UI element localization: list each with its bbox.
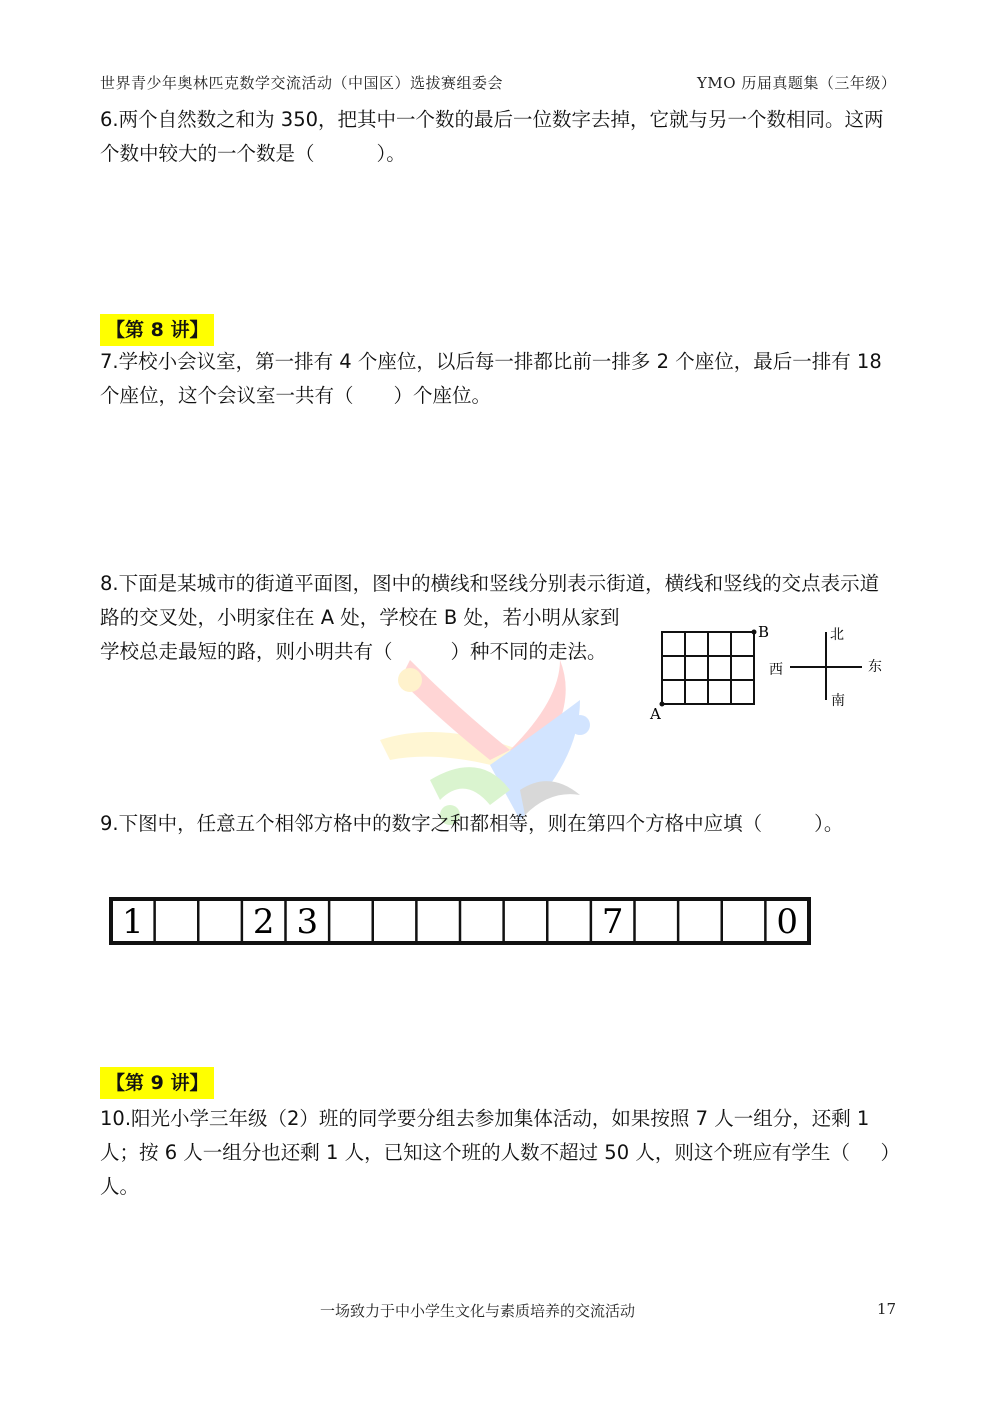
header-right: YMO 历届真题集（三年级） xyxy=(697,74,897,92)
q8-line3-pre: 学校总走最短的路，则小明共有（ xyxy=(100,640,393,663)
question-7 xyxy=(100,345,900,413)
compass xyxy=(790,632,862,700)
number-strip xyxy=(108,895,812,947)
logo-dot-blue xyxy=(570,715,590,735)
street-grid xyxy=(662,632,754,704)
q6-line2-post: ）。 xyxy=(376,142,406,165)
lecture-8-tag: 【第 8 讲】 xyxy=(100,314,214,346)
q7-line2-pre: 个座位，这个会议室一共有（ xyxy=(100,384,354,407)
q10-line2-pre: 人；按 6 人一组分也还剩 1 人，已知这个班的人数不超过 50 人，则这个班应有学生（ xyxy=(100,1141,850,1164)
q10-answer-blank[interactable] xyxy=(850,1136,881,1170)
q10-line2-post: ） xyxy=(880,1141,900,1164)
question-10 xyxy=(100,1102,900,1204)
footer-slogan: 一场致力于中小学生文化与素质培养的交流活动 xyxy=(320,1302,636,1320)
page-number: 17 xyxy=(877,1300,897,1318)
strip-cell-value: 7 xyxy=(601,902,624,942)
compass-north-label: 北 xyxy=(830,627,844,643)
question-6 xyxy=(100,103,900,171)
strip-cell-value: 3 xyxy=(296,902,319,942)
compass-south-label: 南 xyxy=(831,693,845,709)
point-b-marker xyxy=(752,630,757,635)
q10-line1: 10.阳光小学三年级（2）班的同学要分组去参加集体活动，如果按照 7 人一组分，还剩 1 xyxy=(100,1107,870,1130)
strip-cell-value: 0 xyxy=(776,902,799,942)
q9-line1-post: ）。 xyxy=(814,812,844,835)
logo-dot-yellow xyxy=(398,668,422,692)
lecture-9-tag: 【第 9 讲】 xyxy=(100,1067,214,1099)
label-a: A xyxy=(650,705,661,723)
q6-line2-pre: 个数中较大的一个数是（ xyxy=(100,142,315,165)
question-9 xyxy=(100,807,900,841)
compass-west-label: 西 xyxy=(769,662,783,678)
q10-line3: 人。 xyxy=(100,1175,140,1198)
strip-cell-value: 2 xyxy=(252,902,275,942)
label-b: B xyxy=(758,623,770,641)
header-left: 世界青少年奥林匹克数学交流活动（中国区）选拔赛组委会 xyxy=(100,74,504,92)
compass-east-label: 东 xyxy=(868,659,882,675)
q8-line2: 路的交叉处，小明家住在 A 处，学校在 B 处，若小明从家到 xyxy=(100,606,620,629)
street-map-figure xyxy=(640,615,890,725)
q9-line1-pre: 9.下图中，任意五个相邻方格中的数字之和都相等，则在第四个方格中应填（ xyxy=(100,812,763,835)
q7-line1: 7.学校小会议室，第一排有 4 个座位，以后每一排都比前一排多 2 个座位，最后一排有 18 xyxy=(100,350,882,373)
q7-line2-post: ）个座位。 xyxy=(393,384,492,407)
q8-line3-post: ）种不同的走法。 xyxy=(450,640,607,663)
q8-line1: 8.下面是某城市的街道平面图，图中的横线和竖线分别表示街道，横线和竖线的交点表示道 xyxy=(100,572,880,595)
q6-line1: 6.两个自然数之和为 350，把其中一个数的最后一位数字去掉，它就与另一个数相同。这两 xyxy=(100,108,884,131)
strip-cell-value: 1 xyxy=(121,902,144,942)
